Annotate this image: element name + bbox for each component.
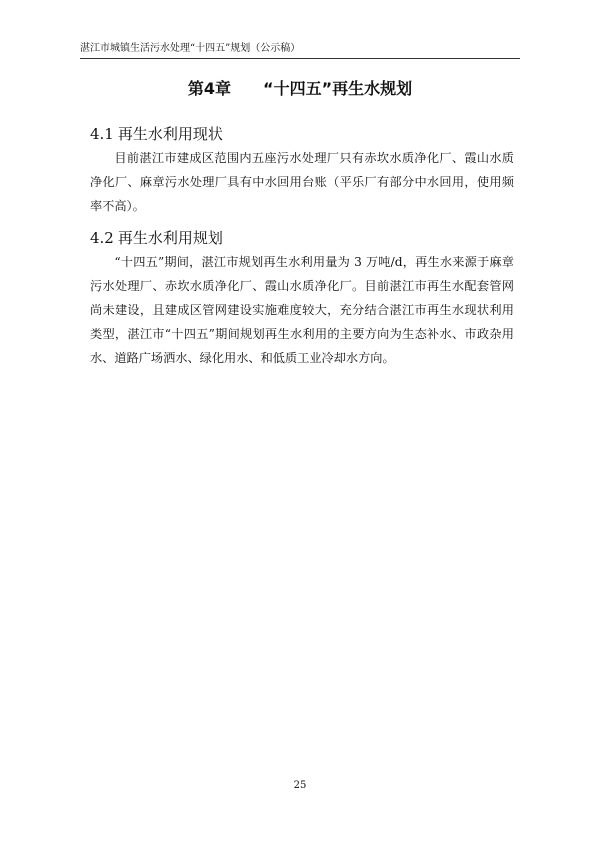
chapter-title <box>80 78 520 100</box>
section-number: 4.2 <box>90 229 114 247</box>
section-heading-4-2 <box>90 228 223 248</box>
section-number: 4.1 <box>90 125 114 143</box>
running-header: 湛江市城镇生活污水处理“十四五”规划（公示稿） <box>80 43 301 54</box>
section-heading-text: 再生水利用规划 <box>117 229 223 247</box>
chapter-title-text: “十四五”再生水规划 <box>263 79 413 98</box>
section-4-1-paragraph: 目前湛江市建成区范围内五座污水处理厂只有赤坎水质净化厂、霞山水质净化厂、麻章污水处理厂具有中水回用台账（平乐厂有部分中水回用，使用频率不高）。 <box>90 151 514 213</box>
section-heading-text: 再生水利用现状 <box>117 125 223 143</box>
section-4-2-paragraph: “十四五”期间，湛江市规划再生水利用量为 3 万吨/d，再生水来源于麻章污水处理厂、赤坎水质净化厂、霞山水质净化厂。目前湛江市再生水配套管网尚未建设，且建成区管网建设实施难度较大，充分结合湛江市再生水现状利用类型，湛江市“十四五”期间规划再生水利用的主要方向为生态补水、市政杂用水、道路广场洒水、绿化用水、和低质工业冷却水方向。 <box>90 255 514 365</box>
page-number: 25 <box>293 780 307 791</box>
section-heading-4-1 <box>90 124 223 144</box>
chapter-number: 第4章 <box>187 79 232 98</box>
header-divider <box>80 58 520 59</box>
